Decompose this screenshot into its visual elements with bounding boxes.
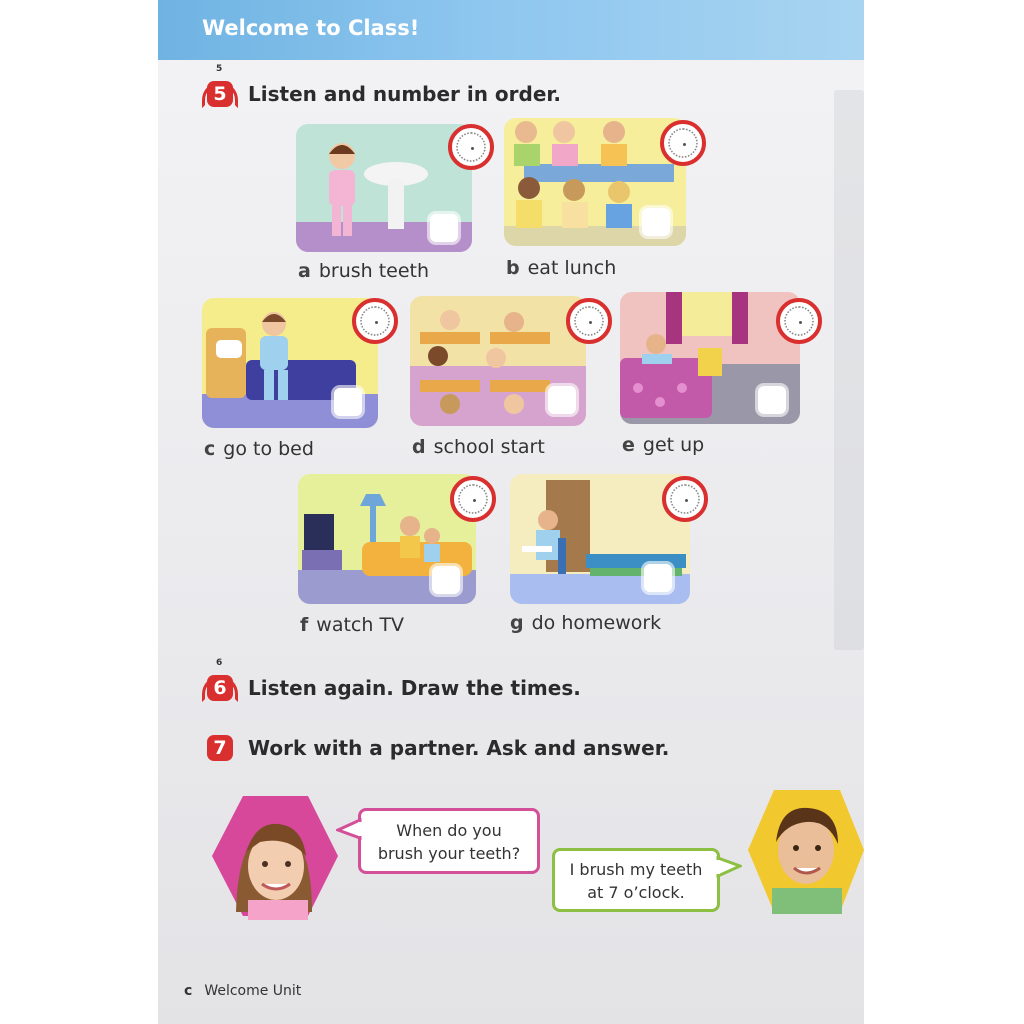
boy-avatar	[744, 786, 864, 920]
bubble-tail	[716, 856, 742, 878]
unit-header	[158, 0, 864, 60]
girl-avatar	[208, 792, 338, 924]
bubble-line: I brush my teeth	[569, 860, 703, 879]
clock-face	[448, 124, 494, 170]
clock-face	[352, 298, 398, 344]
clock-face	[450, 476, 496, 522]
activity-caption: g do homework	[510, 612, 662, 634]
track-number: 6	[216, 658, 223, 668]
exercise-number: 6	[207, 675, 233, 701]
page-footer	[184, 983, 301, 999]
bubble-tail	[336, 818, 362, 840]
bleed-through	[834, 90, 864, 650]
page-number: c	[184, 983, 193, 999]
textbook-page	[158, 0, 864, 1024]
activity-caption: b eat lunch	[506, 257, 617, 279]
headphones-icon	[202, 64, 238, 112]
exercise-instruction: Listen again. Draw the times.	[248, 676, 581, 700]
number-box[interactable]	[334, 388, 362, 416]
activity-caption: e get up	[622, 434, 705, 456]
clock-face	[660, 120, 706, 166]
question-bubble	[358, 808, 540, 874]
activity-caption: c go to bed	[204, 438, 314, 460]
exercise-5-heading	[202, 64, 562, 112]
exercise-instruction: Work with a partner. Ask and answer.	[248, 736, 670, 760]
bubble-line: brush your teeth?	[377, 844, 521, 863]
activity-caption: a brush teeth	[298, 260, 430, 282]
footer-label: Welcome Unit	[204, 983, 302, 999]
exercise-6-heading	[202, 658, 581, 706]
track-number: 5	[216, 64, 223, 74]
clock-face	[662, 476, 708, 522]
unit-title: Welcome to Class!	[202, 16, 420, 40]
activity-caption: d school start	[412, 436, 545, 458]
exercise-7-heading	[202, 730, 669, 766]
exercise-instruction: Listen and number in order.	[248, 82, 562, 106]
number-box[interactable]	[430, 214, 458, 242]
bubble-line: When do you	[396, 821, 502, 840]
bubble-line: at 7 o’clock.	[587, 883, 685, 902]
number-box[interactable]	[642, 208, 670, 236]
exercise-badge	[202, 730, 238, 766]
number-box[interactable]	[758, 386, 786, 414]
activity-caption: f watch TV	[300, 614, 405, 636]
headphones-icon	[202, 658, 238, 706]
exercise-number: 5	[207, 81, 233, 107]
number-box[interactable]	[432, 566, 460, 594]
answer-bubble	[552, 848, 720, 912]
number-box[interactable]	[548, 386, 576, 414]
clock-face	[776, 298, 822, 344]
number-box[interactable]	[644, 564, 672, 592]
clock-face	[566, 298, 612, 344]
exercise-number: 7	[207, 735, 233, 761]
